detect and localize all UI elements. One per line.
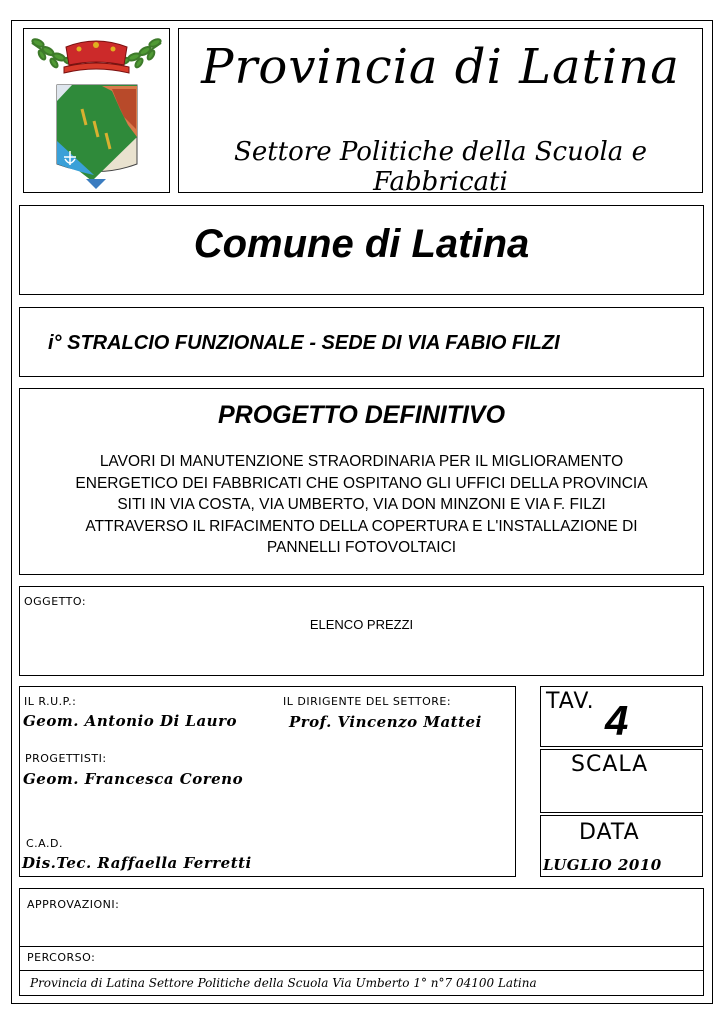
progetto-title: PROGETTO DEFINITIVO <box>217 401 506 429</box>
title-box <box>178 28 703 197</box>
dirigente-label: IL DIRIGENTE DEL SETTORE: <box>283 695 452 708</box>
comune-title: Comune di Latina <box>193 222 530 266</box>
progetto-line: PANNELLI FOTOVOLTAICI <box>266 539 457 556</box>
percorso-label: PERCORSO: <box>27 951 96 964</box>
divider <box>20 970 703 971</box>
emblem-box <box>23 28 170 193</box>
progetto-description <box>20 451 703 559</box>
people-box <box>19 686 516 877</box>
progetto-box <box>19 388 704 575</box>
progettisti-name: Geom. Francesca Coreno <box>23 770 244 788</box>
progettisti-label: PROGETTISTI: <box>25 752 107 765</box>
oggetto-box <box>19 586 704 676</box>
tav-box <box>540 686 703 747</box>
oggetto-value: ELENCO PREZZI <box>309 617 414 632</box>
province-title: Provincia di Latina <box>201 39 680 95</box>
dirigente-name: Prof. Vincenzo Mattei <box>289 713 482 731</box>
progetto-line: SITI IN VIA COSTA, VIA UMBERTO, VIA DON MINZONI E VIA F. FILZI <box>117 496 606 513</box>
progetto-line: ENERGETICO DEI FABBRICATI CHE OSPITANO GLI UFFICI DELLA PROVINCIA <box>75 474 648 492</box>
divider <box>20 946 703 947</box>
cad-name: Dis.Tec. Raffaella Ferretti <box>22 854 252 872</box>
progetto-line: LAVORI DI MANUTENZIONE STRAORDINARIA PER IL MIGLIORAMENTO <box>99 453 624 470</box>
cad-label: C.A.D. <box>26 837 63 850</box>
approvazioni-box <box>19 888 704 996</box>
data-box <box>540 815 703 877</box>
rup-name: Geom. Antonio Di Lauro <box>23 712 237 730</box>
progetto-line: ATTRAVERSO IL RIFACIMENTO DELLA COPERTURA E L'INSTALLAZIONE DI <box>85 517 638 535</box>
footer-address: Provincia di Latina Settore Politiche della Scuola Via Umberto 1° n°7 04100 Latina <box>30 976 537 990</box>
comune-box <box>19 205 704 295</box>
data-value: LUGLIO 2010 <box>543 856 662 874</box>
oggetto-label: OGGETTO: <box>24 595 87 608</box>
tav-label: TAV. <box>546 689 595 714</box>
approvazioni-label: APPROVAZIONI: <box>27 898 120 911</box>
tav-number: 4 <box>605 697 629 744</box>
scala-label: SCALA <box>571 752 649 777</box>
data-label: DATA <box>579 820 640 845</box>
scala-box <box>540 749 703 813</box>
rup-label: IL R.U.P.: <box>24 695 77 708</box>
sector-subtitle: Settore Politiche della Scuola e Fabbricati <box>234 137 647 197</box>
province-coat-of-arms <box>24 29 169 192</box>
stralcio-box <box>19 307 704 377</box>
stralcio-title: i° STRALCIO FUNZIONALE - SEDE DI VIA FABIO FILZI <box>48 332 560 354</box>
